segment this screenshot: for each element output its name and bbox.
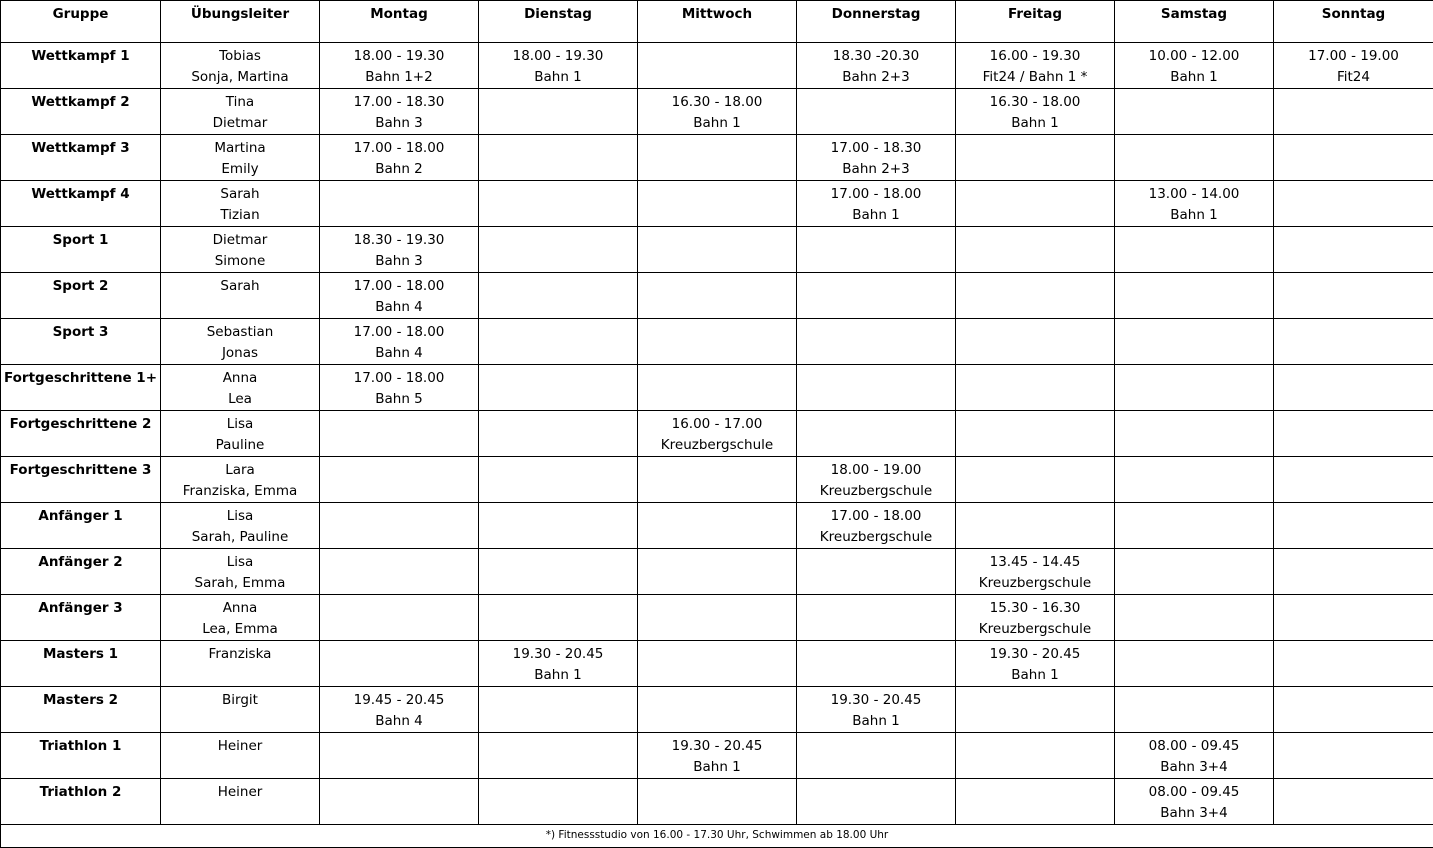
session-time: 16.00 - 19.30 (956, 46, 1114, 67)
session-cell-saturday (1115, 733, 1274, 779)
session-cell-monday (320, 595, 479, 641)
leader-cell (161, 595, 320, 641)
session-location: Fit24 / Bahn 1 * (956, 67, 1114, 88)
session-cell-sunday (1274, 43, 1433, 89)
session-location: Kreuzbergschule (797, 481, 955, 502)
session-cell-friday (956, 135, 1115, 181)
table-row (1, 549, 1433, 595)
table-row (1, 595, 1433, 641)
header-day-wednesday: Mittwoch (638, 1, 797, 43)
session-cell-wednesday (638, 273, 797, 319)
session-cell-monday (320, 503, 479, 549)
leader-name: Tobias (161, 46, 319, 67)
leader-cell (161, 135, 320, 181)
session-time: 17.00 - 18.30 (320, 92, 478, 113)
session-time: 17.00 - 18.00 (320, 138, 478, 159)
session-cell-friday (956, 227, 1115, 273)
header-day-friday: Freitag (956, 1, 1115, 43)
session-location: Bahn 1 (797, 205, 955, 226)
session-cell-thursday (797, 227, 956, 273)
table-row (1, 319, 1433, 365)
session-cell-sunday (1274, 273, 1433, 319)
session-location: Bahn 1+2 (320, 67, 478, 88)
session-cell-friday (956, 365, 1115, 411)
session-cell-tuesday (479, 457, 638, 503)
session-cell-thursday (797, 411, 956, 457)
leader-cell (161, 641, 320, 687)
session-cell-friday (956, 641, 1115, 687)
group-name-cell: Sport 2 (1, 273, 161, 319)
session-cell-saturday (1115, 273, 1274, 319)
session-location: Bahn 1 (479, 665, 637, 686)
session-cell-tuesday (479, 135, 638, 181)
header-day-tuesday: Dienstag (479, 1, 638, 43)
session-location: Bahn 3 (320, 251, 478, 272)
leader-name: Jonas (161, 343, 319, 364)
leader-cell (161, 227, 320, 273)
session-cell-thursday (797, 43, 956, 89)
session-cell-saturday (1115, 641, 1274, 687)
leader-cell (161, 779, 320, 825)
session-cell-wednesday (638, 89, 797, 135)
table-row (1, 503, 1433, 549)
session-cell-monday (320, 181, 479, 227)
footnote: *) Fitnessstudio von 16.00 - 17.30 Uhr, Schwimmen ab 18.00 Uhr (1, 825, 1433, 848)
session-time: 18.30 -20.30 (797, 46, 955, 67)
session-cell-wednesday (638, 319, 797, 365)
session-cell-wednesday (638, 135, 797, 181)
session-cell-tuesday (479, 641, 638, 687)
session-cell-wednesday (638, 227, 797, 273)
session-cell-saturday (1115, 181, 1274, 227)
session-cell-sunday (1274, 411, 1433, 457)
leader-name: Tina (161, 92, 319, 113)
session-cell-monday (320, 319, 479, 365)
session-time: 13.00 - 14.00 (1115, 184, 1273, 205)
session-time: 10.00 - 12.00 (1115, 46, 1273, 67)
session-location: Kreuzbergschule (956, 619, 1114, 640)
session-cell-sunday (1274, 365, 1433, 411)
session-cell-thursday (797, 365, 956, 411)
session-cell-thursday (797, 595, 956, 641)
leader-cell (161, 365, 320, 411)
session-cell-thursday (797, 457, 956, 503)
group-name-cell: Wettkampf 4 (1, 181, 161, 227)
session-time: 17.00 - 18.00 (320, 368, 478, 389)
session-location: Kreuzbergschule (797, 527, 955, 548)
session-time: 16.30 - 18.00 (956, 92, 1114, 113)
leader-cell (161, 319, 320, 365)
leader-name: Emily (161, 159, 319, 180)
session-cell-thursday (797, 549, 956, 595)
session-cell-sunday (1274, 503, 1433, 549)
leader-cell (161, 43, 320, 89)
session-cell-saturday (1115, 779, 1274, 825)
leader-cell (161, 549, 320, 595)
session-cell-monday (320, 411, 479, 457)
leader-cell (161, 687, 320, 733)
session-location: Bahn 1 (1115, 205, 1273, 226)
session-location: Bahn 3 (320, 113, 478, 134)
session-cell-wednesday (638, 365, 797, 411)
session-location: Bahn 4 (320, 343, 478, 364)
session-cell-thursday (797, 135, 956, 181)
session-cell-sunday (1274, 687, 1433, 733)
session-cell-thursday (797, 503, 956, 549)
group-name-cell: Anfänger 1 (1, 503, 161, 549)
table-row (1, 687, 1433, 733)
table-row (1, 135, 1433, 181)
session-time: 18.00 - 19.30 (479, 46, 637, 67)
session-cell-saturday (1115, 135, 1274, 181)
session-cell-sunday (1274, 733, 1433, 779)
session-cell-tuesday (479, 43, 638, 89)
session-cell-saturday (1115, 319, 1274, 365)
group-name-cell: Sport 1 (1, 227, 161, 273)
group-name-cell: Triathlon 1 (1, 733, 161, 779)
session-cell-wednesday (638, 687, 797, 733)
session-cell-sunday (1274, 457, 1433, 503)
session-cell-thursday (797, 733, 956, 779)
session-location: Bahn 3+4 (1115, 757, 1273, 778)
session-location: Kreuzbergschule (956, 573, 1114, 594)
group-name-cell: Fortgeschrittene 3 (1, 457, 161, 503)
session-cell-wednesday (638, 779, 797, 825)
header-day-monday: Montag (320, 1, 479, 43)
schedule-body (1, 43, 1433, 825)
session-cell-tuesday (479, 411, 638, 457)
session-cell-friday (956, 43, 1115, 89)
session-cell-tuesday (479, 503, 638, 549)
leader-name: Sebastian (161, 322, 319, 343)
session-cell-monday (320, 779, 479, 825)
session-time: 19.45 - 20.45 (320, 690, 478, 711)
session-location: Bahn 2+3 (797, 159, 955, 180)
leader-name: Heiner (161, 782, 319, 803)
leader-name: Sonja, Martina (161, 67, 319, 88)
session-time: 17.00 - 18.00 (320, 322, 478, 343)
leader-name: Sarah, Pauline (161, 527, 319, 548)
session-cell-friday (956, 319, 1115, 365)
group-name-cell: Anfänger 2 (1, 549, 161, 595)
group-name-cell: Triathlon 2 (1, 779, 161, 825)
group-name-cell: Anfänger 3 (1, 595, 161, 641)
leader-name: Sarah, Emma (161, 573, 319, 594)
leader-name: Pauline (161, 435, 319, 456)
table-row (1, 89, 1433, 135)
session-time: 17.00 - 19.00 (1274, 46, 1433, 67)
session-cell-saturday (1115, 457, 1274, 503)
session-cell-sunday (1274, 319, 1433, 365)
header-day-thursday: Donnerstag (797, 1, 956, 43)
table-row (1, 273, 1433, 319)
group-name-cell: Masters 2 (1, 687, 161, 733)
session-location: Bahn 3+4 (1115, 803, 1273, 824)
session-cell-thursday (797, 89, 956, 135)
session-time: 19.30 - 20.45 (479, 644, 637, 665)
session-cell-sunday (1274, 181, 1433, 227)
header-row (1, 1, 1433, 43)
leader-cell (161, 181, 320, 227)
session-cell-wednesday (638, 43, 797, 89)
session-cell-friday (956, 779, 1115, 825)
leader-cell (161, 457, 320, 503)
leader-cell (161, 273, 320, 319)
table-row (1, 457, 1433, 503)
group-name-cell: Wettkampf 2 (1, 89, 161, 135)
session-cell-saturday (1115, 411, 1274, 457)
header-day-sunday: Sonntag (1274, 1, 1433, 43)
session-cell-friday (956, 733, 1115, 779)
session-time: 16.00 - 17.00 (638, 414, 796, 435)
session-location: Bahn 5 (320, 389, 478, 410)
session-cell-tuesday (479, 227, 638, 273)
session-cell-wednesday (638, 411, 797, 457)
leader-name: Dietmar (161, 113, 319, 134)
session-cell-thursday (797, 181, 956, 227)
leader-name: Birgit (161, 690, 319, 711)
session-time: 19.30 - 20.45 (797, 690, 955, 711)
leader-name: Franziska, Emma (161, 481, 319, 502)
group-name-cell: Masters 1 (1, 641, 161, 687)
leader-name: Lea, Emma (161, 619, 319, 640)
group-name-cell: Fortgeschrittene 2 (1, 411, 161, 457)
session-cell-monday (320, 227, 479, 273)
footnote-row (1, 825, 1433, 848)
session-cell-thursday (797, 273, 956, 319)
group-name-cell: Wettkampf 1 (1, 43, 161, 89)
session-cell-tuesday (479, 733, 638, 779)
group-name-cell: Wettkampf 3 (1, 135, 161, 181)
session-time: 16.30 - 18.00 (638, 92, 796, 113)
session-cell-tuesday (479, 89, 638, 135)
session-time: 08.00 - 09.45 (1115, 782, 1273, 803)
session-cell-tuesday (479, 779, 638, 825)
session-cell-saturday (1115, 687, 1274, 733)
session-cell-sunday (1274, 549, 1433, 595)
session-cell-saturday (1115, 549, 1274, 595)
session-cell-friday (956, 549, 1115, 595)
session-time: 19.30 - 20.45 (956, 644, 1114, 665)
leader-name: Lea (161, 389, 319, 410)
session-cell-tuesday (479, 273, 638, 319)
session-cell-friday (956, 273, 1115, 319)
session-cell-saturday (1115, 365, 1274, 411)
leader-name: Lisa (161, 414, 319, 435)
session-cell-wednesday (638, 549, 797, 595)
leader-name: Anna (161, 368, 319, 389)
session-cell-friday (956, 411, 1115, 457)
table-row (1, 641, 1433, 687)
session-location: Fit24 (1274, 67, 1433, 88)
session-time: 18.00 - 19.30 (320, 46, 478, 67)
session-cell-monday (320, 43, 479, 89)
session-cell-wednesday (638, 595, 797, 641)
leader-cell (161, 503, 320, 549)
session-location: Kreuzbergschule (638, 435, 796, 456)
session-cell-thursday (797, 779, 956, 825)
table-row (1, 411, 1433, 457)
session-cell-sunday (1274, 641, 1433, 687)
session-cell-tuesday (479, 181, 638, 227)
session-cell-wednesday (638, 733, 797, 779)
leader-name: Franziska (161, 644, 319, 665)
session-cell-sunday (1274, 89, 1433, 135)
session-time: 17.00 - 18.00 (797, 506, 955, 527)
session-cell-monday (320, 273, 479, 319)
table-row (1, 43, 1433, 89)
leader-cell (161, 733, 320, 779)
session-cell-friday (956, 595, 1115, 641)
session-cell-tuesday (479, 595, 638, 641)
session-cell-monday (320, 365, 479, 411)
session-cell-monday (320, 89, 479, 135)
leader-name: Sarah (161, 184, 319, 205)
header-group: Gruppe (1, 1, 161, 43)
session-cell-sunday (1274, 227, 1433, 273)
leader-name: Lisa (161, 506, 319, 527)
session-time: 15.30 - 16.30 (956, 598, 1114, 619)
session-cell-monday (320, 641, 479, 687)
leader-cell (161, 411, 320, 457)
leader-cell (161, 89, 320, 135)
session-cell-monday (320, 457, 479, 503)
session-time: 08.00 - 09.45 (1115, 736, 1273, 757)
leader-name: Tizian (161, 205, 319, 226)
session-location: Bahn 1 (638, 757, 796, 778)
session-cell-saturday (1115, 595, 1274, 641)
session-cell-thursday (797, 687, 956, 733)
session-time: 17.00 - 18.30 (797, 138, 955, 159)
session-cell-tuesday (479, 687, 638, 733)
session-cell-thursday (797, 641, 956, 687)
leader-name: Anna (161, 598, 319, 619)
session-location: Bahn 4 (320, 711, 478, 732)
session-time: 18.30 - 19.30 (320, 230, 478, 251)
session-cell-sunday (1274, 135, 1433, 181)
group-name-cell: Sport 3 (1, 319, 161, 365)
session-cell-friday (956, 89, 1115, 135)
session-time: 13.45 - 14.45 (956, 552, 1114, 573)
session-location: Bahn 1 (638, 113, 796, 134)
session-location: Bahn 4 (320, 297, 478, 318)
leader-name: Sarah (161, 276, 319, 297)
session-location: Bahn 2+3 (797, 67, 955, 88)
session-cell-monday (320, 687, 479, 733)
session-location: Bahn 1 (479, 67, 637, 88)
session-cell-wednesday (638, 641, 797, 687)
leader-name: Lara (161, 460, 319, 481)
leader-name: Heiner (161, 736, 319, 757)
session-cell-thursday (797, 319, 956, 365)
session-cell-friday (956, 457, 1115, 503)
session-time: 18.00 - 19.00 (797, 460, 955, 481)
session-cell-friday (956, 687, 1115, 733)
session-cell-tuesday (479, 549, 638, 595)
session-cell-tuesday (479, 319, 638, 365)
session-cell-wednesday (638, 503, 797, 549)
group-name-cell: Fortgeschrittene 1+ (1, 365, 161, 411)
table-row (1, 181, 1433, 227)
session-cell-wednesday (638, 457, 797, 503)
session-cell-saturday (1115, 227, 1274, 273)
table-row (1, 779, 1433, 825)
session-cell-monday (320, 549, 479, 595)
session-cell-monday (320, 135, 479, 181)
session-cell-friday (956, 181, 1115, 227)
session-time: 17.00 - 18.00 (797, 184, 955, 205)
session-cell-saturday (1115, 43, 1274, 89)
header-leader: Übungsleiter (161, 1, 320, 43)
leader-name: Martina (161, 138, 319, 159)
session-location: Bahn 1 (956, 665, 1114, 686)
session-cell-friday (956, 503, 1115, 549)
session-cell-monday (320, 733, 479, 779)
leader-name: Dietmar (161, 230, 319, 251)
session-location: Bahn 1 (1115, 67, 1273, 88)
session-time: 19.30 - 20.45 (638, 736, 796, 757)
session-location: Bahn 1 (956, 113, 1114, 134)
table-row (1, 733, 1433, 779)
session-cell-saturday (1115, 89, 1274, 135)
table-row (1, 365, 1433, 411)
session-cell-wednesday (638, 181, 797, 227)
session-time: 17.00 - 18.00 (320, 276, 478, 297)
leader-name: Simone (161, 251, 319, 272)
table-row (1, 227, 1433, 273)
session-location: Bahn 1 (797, 711, 955, 732)
session-cell-tuesday (479, 365, 638, 411)
leader-name: Lisa (161, 552, 319, 573)
session-location: Bahn 2 (320, 159, 478, 180)
header-day-saturday: Samstag (1115, 1, 1274, 43)
session-cell-sunday (1274, 595, 1433, 641)
session-cell-saturday (1115, 503, 1274, 549)
session-cell-sunday (1274, 779, 1433, 825)
